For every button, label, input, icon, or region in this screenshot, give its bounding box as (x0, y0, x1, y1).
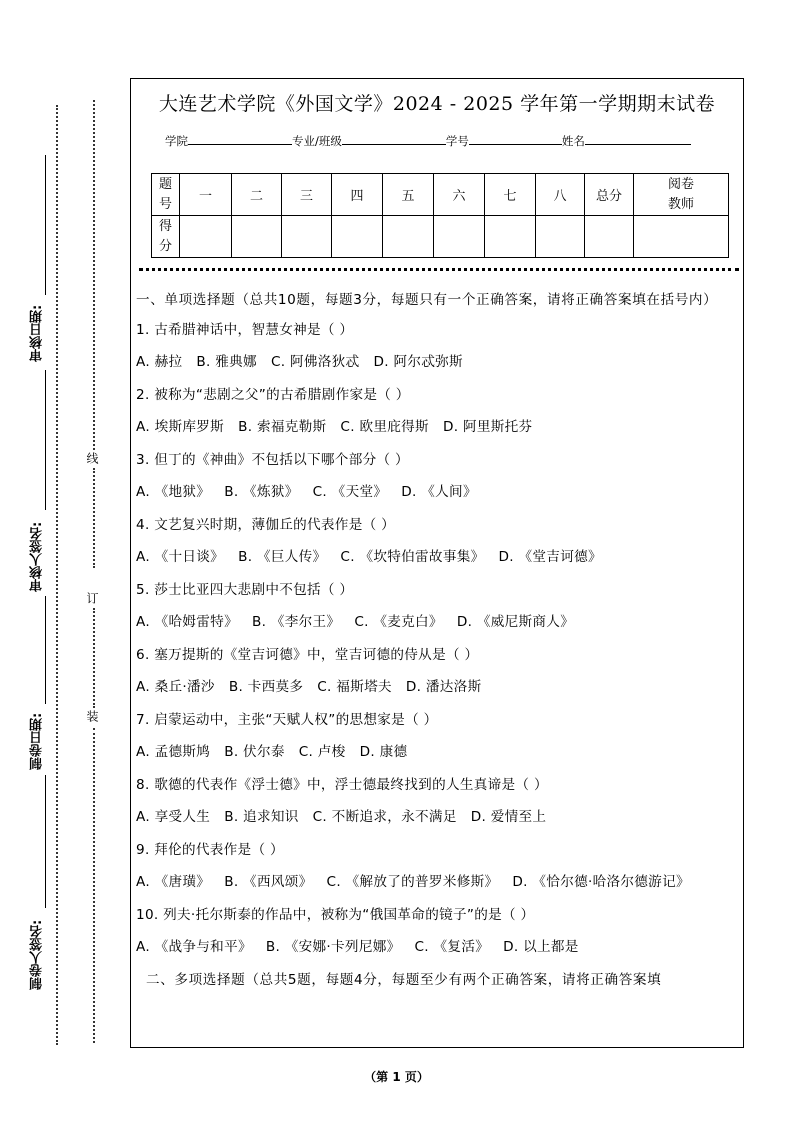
option-a: A. 《地狱》 (136, 484, 211, 500)
question-options (136, 872, 739, 892)
total-score-cell[interactable] (585, 216, 634, 258)
score-row-header: 得 分 (152, 216, 180, 258)
option-c: C. 《解放了的普罗米修斯》 (326, 874, 499, 890)
question-options (136, 547, 739, 567)
question-options (136, 742, 739, 762)
reviewer-signature-label: 审核人签名: (30, 521, 45, 592)
total-header: 总分 (585, 174, 634, 216)
section-header-6: 六 (434, 174, 485, 216)
question-number-header: 题 号 (152, 174, 180, 216)
grader-cell[interactable] (634, 216, 729, 258)
question-list (136, 320, 739, 957)
preparer-signature-label: 制卷人签名: (30, 919, 45, 990)
question-options (136, 937, 739, 957)
option-a: A. 享受人生 (136, 809, 211, 825)
question-options (136, 677, 739, 697)
question-stem: 8. 歌德的代表作《浮士德》中，浮士德最终找到的人生真谛是（ ） (136, 777, 548, 793)
student-id-field[interactable] (469, 133, 562, 145)
option-b: B. 《炼狱》 (224, 484, 299, 500)
major-label: 专业/班级 (292, 134, 342, 148)
score-table-score-row (152, 216, 729, 258)
option-d: D. 阿里斯托芬 (442, 419, 533, 435)
option-a: A. 埃斯库罗斯 (136, 419, 225, 435)
major-class-field[interactable] (342, 133, 446, 145)
exam-content (136, 290, 739, 990)
score-cell[interactable] (332, 216, 383, 258)
option-a: A. 赫拉 (136, 354, 183, 370)
grader-header: 阅卷 教师 (634, 174, 729, 216)
prepare-date-line (45, 596, 46, 704)
option-c: C. 阿佛洛狄忒 (270, 354, 360, 370)
prepare-date-label: 制卷日期: (30, 712, 45, 770)
section2-heading: 二、多项选择题（总共5题，每题4分，每题至少有两个正确答案，请将正确答案填 (146, 972, 662, 988)
question-stem: 1. 古希腊神话中，智慧女神是（ ） (136, 322, 354, 338)
option-c: C. 《麦克白》 (354, 614, 443, 630)
student-id-label: 学号 (445, 134, 469, 148)
option-b: B. 《巨人传》 (238, 549, 327, 565)
option-b: B. 《安娜·卡列尼娜》 (265, 939, 401, 955)
option-b: B. 《李尔王》 (251, 614, 341, 630)
score-cell[interactable] (383, 216, 434, 258)
option-b: B. 追求知识 (224, 809, 299, 825)
section-header-5: 五 (383, 174, 434, 216)
option-d: D. 康德 (359, 744, 408, 760)
option-a: A. 孟德斯鸠 (136, 744, 211, 760)
option-c: C. 《天堂》 (312, 484, 388, 500)
question-stem: 9. 拜伦的代表作是（ ） (136, 842, 284, 858)
score-table (151, 173, 729, 258)
section-header-2: 二 (232, 174, 282, 216)
section-header-4: 四 (332, 174, 383, 216)
score-cell[interactable] (282, 216, 332, 258)
section-header-3: 三 (282, 174, 332, 216)
option-a: A. 《哈姆雷特》 (136, 614, 238, 630)
option-b: B. 《西风颂》 (224, 874, 313, 890)
score-table-header-row (152, 174, 729, 216)
option-c: C. 《复活》 (414, 939, 490, 955)
section-header-7: 七 (485, 174, 536, 216)
score-cell[interactable] (232, 216, 282, 258)
option-d: D. 爱情至上 (470, 809, 547, 825)
exam-frame (130, 78, 744, 1048)
question-options (136, 417, 739, 437)
cut-dotted-line-2 (93, 468, 95, 568)
score-cell[interactable] (536, 216, 585, 258)
option-b: B. 索福克勒斯 (238, 419, 327, 435)
section1-heading: 一、单项选择题（总共10题，每题3分，每题只有一个正确答案，请将正确答案填在括号内） (136, 292, 718, 308)
option-b: B. 雅典娜 (196, 354, 257, 370)
binding-dotted-line (56, 105, 58, 1045)
dotted-separator (139, 268, 739, 271)
question-options (136, 807, 739, 827)
section-header-1: 一 (180, 174, 232, 216)
review-date-line (45, 155, 46, 295)
option-d: D. 以上都是 (503, 939, 579, 955)
page-footer: （第 1 页） (364, 1070, 429, 1084)
question-stem: 5. 莎士比亚四大悲剧中不包括（ ） (136, 582, 354, 598)
cut-word-line: 线 (85, 452, 99, 464)
option-d: D. 《人间》 (401, 484, 477, 500)
question-stem: 4. 文艺复兴时期，薄伽丘的代表作是（ ） (136, 517, 396, 533)
option-c: C. 不断追求，永不满足 (312, 809, 457, 825)
option-d: D. 《威尼斯商人》 (456, 614, 575, 630)
question-options (136, 482, 739, 502)
exam-title: 大连艺术学院《外国文学》2024 - 2025 学年第一学期期末试卷 (158, 93, 716, 115)
cut-dotted-line-4 (93, 728, 95, 1043)
name-field[interactable] (585, 133, 691, 145)
college-field[interactable] (188, 133, 292, 145)
option-a: A. 《唐璜》 (136, 874, 211, 890)
score-cell[interactable] (485, 216, 536, 258)
option-a: A. 桑丘·潘沙 (136, 679, 215, 695)
option-c: C. 卢梭 (298, 744, 346, 760)
college-label: 学院 (165, 134, 188, 148)
score-cell[interactable] (434, 216, 485, 258)
option-c: C. 福斯塔夫 (317, 679, 392, 695)
option-d: D. 潘达洛斯 (405, 679, 482, 695)
question-stem: 3. 但丁的《神曲》不包括以下哪个部分（ ） (136, 452, 409, 468)
option-b: B. 卡西莫多 (228, 679, 304, 695)
student-info-row (165, 133, 691, 149)
cut-word-pack: 装 (85, 710, 99, 722)
question-options (136, 612, 739, 632)
option-a: A. 《十日谈》 (136, 549, 225, 565)
cut-dotted-line-1 (93, 100, 95, 450)
question-stem: 7. 启蒙运动中，主张“天赋人权”的思想家是（ ） (136, 712, 438, 728)
option-c: C. 欧里庇得斯 (340, 419, 429, 435)
preparer-signature-line (45, 775, 46, 908)
score-cell[interactable] (180, 216, 232, 258)
question-stem: 2. 被称为“悲剧之父”的古希腊剧作家是（ ） (136, 387, 410, 403)
option-d: D. 《堂吉诃德》 (498, 549, 602, 565)
reviewer-signature-line (45, 370, 46, 510)
question-stem: 10. 列夫·托尔斯泰的作品中，被称为“俄国革命的镜子”的是（ ） (136, 907, 535, 923)
cut-dotted-line-3 (93, 608, 95, 708)
option-a: A. 《战争与和平》 (136, 939, 252, 955)
option-c: C. 《坎特伯雷故事集》 (340, 549, 485, 565)
section-header-8: 八 (536, 174, 585, 216)
option-b: B. 伏尔泰 (224, 744, 285, 760)
option-d: D. 阿尔忒弥斯 (373, 354, 463, 370)
name-label: 姓名 (561, 134, 585, 148)
option-d: D. 《恰尔德·哈洛尔德游记》 (512, 874, 690, 890)
review-date-label: 审核日期: (30, 304, 45, 362)
cut-word-bind: 订 (85, 592, 99, 604)
question-stem: 6. 塞万提斯的《堂吉诃德》中，堂吉诃德的侍从是（ ） (136, 647, 479, 663)
question-options (136, 352, 739, 372)
